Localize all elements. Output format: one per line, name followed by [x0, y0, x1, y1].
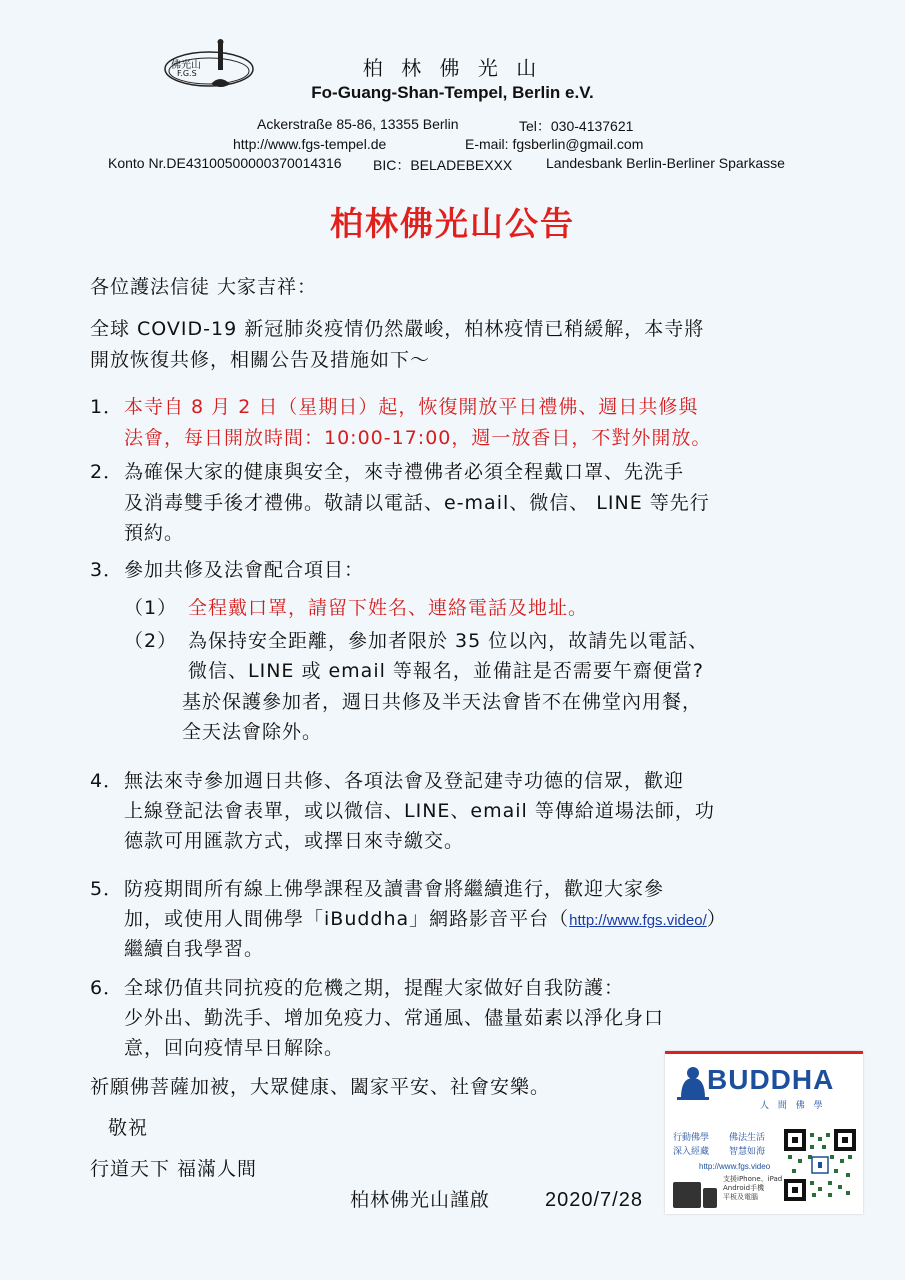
- promo-logo: BUDDHA: [707, 1064, 835, 1095]
- item-5-line-2-text: 加，或使用人間佛學「iBuddha」網路影音平台（: [124, 908, 570, 930]
- sub-item-2-note-2: 全天法會除外。: [182, 721, 323, 743]
- signature: 柏林佛光山謹啟: [350, 1189, 491, 1211]
- temple-name-de: Fo-Guang-Shan-Tempel, Berlin e.V.: [311, 83, 594, 102]
- promo-line-1b: 佛法生活: [729, 1133, 766, 1143]
- item-1-line-2: 法會，每日開放時間：10:00-17:00，週一放香日，不對外開放。: [124, 427, 712, 449]
- item-1-line-1: 本寺自 8 月 2 日（星期日）起，恢復開放平日禮佛、週日共修與: [124, 396, 699, 418]
- item-1-number: 1．: [90, 396, 124, 418]
- item-2-number: 2．: [90, 461, 124, 483]
- telephone: Tel：030-4137621: [519, 118, 634, 134]
- logo-text: 佛光山: [171, 60, 201, 71]
- item-3-number: 3．: [90, 559, 124, 581]
- phone-icon: [703, 1188, 717, 1208]
- sub-item-2-line-2: 微信、LINE 或 email 等報名，並備註是否需要午齋便當?: [188, 660, 705, 682]
- promo-line-2b: 智慧如海: [729, 1147, 766, 1157]
- regards: 敬祝: [108, 1117, 149, 1139]
- item-5-number: 5．: [90, 878, 124, 900]
- item-4-line-2: 上線登記法會表單，或以微信、LINE、email 等傳給道場法師，功: [124, 800, 715, 822]
- prayer: 祈願佛菩薩加被，大眾健康、闔家平安、社會安樂。: [90, 1076, 551, 1098]
- promo-line-2a: 深入經藏: [673, 1147, 710, 1157]
- sub-item-2-note-1: 基於保護參加者，週日共修及半天法會皆不在佛堂內用餐，: [182, 691, 703, 713]
- item-2-line-1: 為確保大家的健康與安全，來寺禮佛者必須全程戴口罩、先洗手: [124, 461, 685, 483]
- promo-url[interactable]: http://www.fgs.video: [699, 1162, 771, 1171]
- announcement-title: 柏林佛光山公告: [330, 204, 575, 243]
- website: http://www.fgs-tempel.de: [233, 136, 387, 152]
- promo-device-3: 平板及電腦: [723, 1193, 758, 1201]
- tablet-icon: [673, 1182, 701, 1208]
- item-2-line-3: 預約。: [124, 522, 185, 544]
- item-4-line-1: 無法來寺參加週日共修、各項法會及登記建寺功德的信眾，歡迎: [124, 770, 685, 792]
- intro-line-2: 開放恢復共修，相關公告及措施如下～: [90, 349, 431, 371]
- item-4-number: 4．: [90, 770, 124, 792]
- fgs-video-link[interactable]: http://www.fgs.video/: [569, 912, 707, 929]
- item-6-line-3: 意，回向疫情早日解除。: [124, 1037, 345, 1059]
- promo-device-2: Android手機: [723, 1184, 765, 1192]
- date: 2020/7/28: [545, 1189, 643, 1211]
- item-6-line-2: 少外出、勤洗手、增加免疫力、常通風、儘量茹素以淨化身口: [124, 1007, 665, 1029]
- promo-devices: [723, 1175, 782, 1202]
- item-6-line-1: 全球仍值共同抗疫的危機之期，提醒大家做好自我防護：: [124, 977, 625, 999]
- bank-name: Landesbank Berlin-Berliner Sparkasse: [546, 155, 785, 171]
- item-3-line: 參加共修及法會配合項目：: [124, 559, 365, 581]
- temple-name-cn: 柏 林 佛 光 山: [362, 56, 543, 80]
- sub-item-2-line-1: 為保持安全距離，參加者限於 35 位以內，故請先以電話、: [188, 630, 709, 652]
- logo-sub: F.G.S: [177, 69, 197, 78]
- intro-line-1: 全球 COVID-19 新冠肺炎疫情仍然嚴峻，柏林疫情已稍緩解，本寺將: [90, 318, 705, 340]
- address: Ackerstraße 85-86, 13355 Berlin: [257, 116, 459, 132]
- greeting: 各位護法信徒 大家吉祥：: [90, 276, 318, 298]
- item-5-line-2: [124, 903, 727, 937]
- item-6-number: 6．: [90, 977, 124, 999]
- sub-item-1-number: （1）: [124, 597, 178, 619]
- bank-account: Konto Nr.DE43100500000370014316: [108, 155, 342, 171]
- email: E-mail: fgsberlin@gmail.com: [465, 136, 644, 152]
- promo-line-1a: 行動佛學: [673, 1133, 710, 1143]
- sub-item-2-number: （2）: [124, 630, 178, 652]
- bic: BIC：BELADEBEXXX: [373, 157, 513, 173]
- blessing: 行道天下 福滿人間: [90, 1158, 258, 1180]
- ibuddha-promo-card[interactable]: [665, 1051, 863, 1214]
- qr-code-icon[interactable]: [784, 1129, 856, 1201]
- item-4-line-3: 德款可用匯款方式，或擇日來寺繳交。: [124, 830, 465, 852]
- sub-item-1: 全程戴口罩，請留下姓名、連絡電話及地址。: [188, 597, 589, 619]
- item-5-line-1: 防疫期間所有線上佛學課程及讀書會將繼續進行，歡迎大家參: [124, 878, 665, 900]
- item-2-line-2: 及消毒雙手後才禮佛。敬請以電話、e-mail、微信、 LINE 等先行: [124, 492, 710, 514]
- promo-logo-sub: 人 間 佛 學: [760, 1101, 826, 1111]
- buddha-icon: [675, 1066, 711, 1100]
- item-5-line-3: 繼續自我學習。: [124, 938, 265, 960]
- item-5-line-2-close: ）: [706, 908, 727, 930]
- promo-device-1: 支援iPhone、iPad: [723, 1175, 783, 1183]
